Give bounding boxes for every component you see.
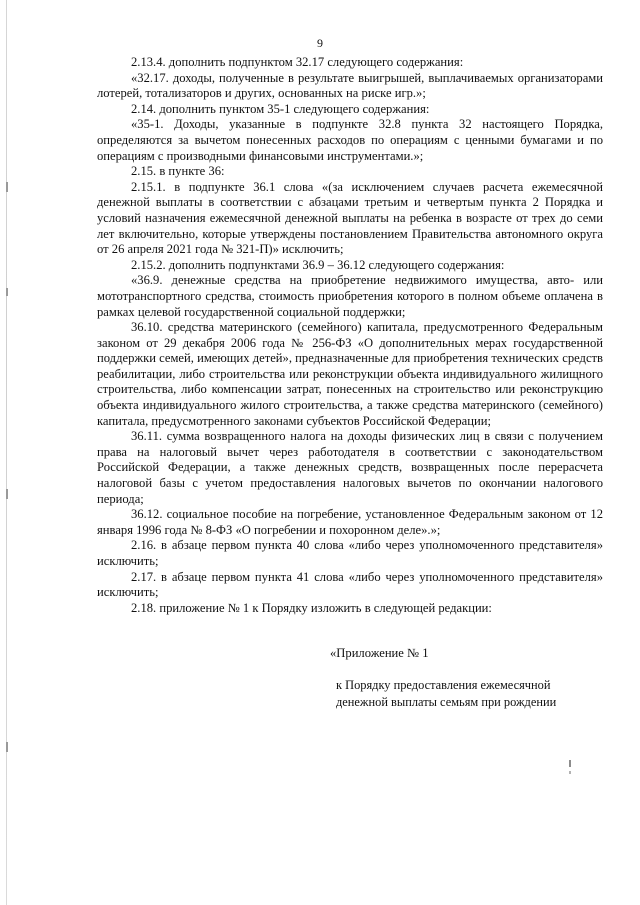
- scan-left-edge: [6, 0, 7, 905]
- paragraph: 2.13.4. дополнить подпунктом 32.17 следующего содержания:: [131, 55, 464, 69]
- paragraph: 36.11. сумма возвращенного налога на доходы физических лиц в связи с получением права на налоговый вычет через работодателя в соответствии с законодательством Российской Федерации, а также денежных средств, возвращенных после перерасчета налоговой базы с учетом предоставления налоговых вычетов по окончании налогового периода;: [97, 429, 603, 506]
- appendix-subtitle: к Порядку предоставления ежемесячной денежной выплаты семьям при рождении: [336, 678, 557, 709]
- appendix-title: «Приложение № 1: [330, 646, 429, 660]
- scan-mark: [569, 760, 571, 767]
- document-body: [97, 55, 603, 616]
- paragraph: «36.9. денежные средства на приобретение недвижимого имущества, авто- или мототранспортного средства, стоимость приобретения которого в полном объеме оплачена в рамках целевой государственной социальной поддержки;: [97, 273, 603, 319]
- paragraph: 36.10. средства материнского (семейного) капитала, предусмотренного Федеральным законом от 29 декабря 2006 года № 256-ФЗ «О дополнительных мерах государственной поддержки семей, имеющих детей», предназначенные для приобретения технических средств реабилитации, либо строительства или реконструкции объекта индивидуального жилищного строительства, либо компенсации затрат, понесенных на строительство или реконструкцию объекта индивидуального жилого строительства, а также средства материнского (семейного) капитала, предусмотренного законами субъектов Российской Федерации;: [97, 320, 603, 428]
- paragraph: 2.14. дополнить пунктом 35-1 следующего содержания:: [131, 101, 430, 116]
- paragraph: «32.17. доходы, полученные в результате выигрышей, выплачиваемых организаторами лотерей, тотализаторов и других, основанных на риске игр.»;: [97, 70, 603, 101]
- scan-mark: [569, 771, 571, 774]
- paragraph: 2.15.1. в подпункте 36.1 слова «(за исключением случаев расчета ежемесячной денежной выплаты в соответствии с абзацами третьим и четвертым пункта 2 Порядка и условий назначения ежемесячной денежной выплаты на ребенка в возрасте от трех до семи лет включительно, которые утверждены постановлением Правительства автономного округа от 26 апреля 2021 года № 321-П)» исключить;: [97, 179, 603, 257]
- paragraph: 36.12. социальное пособие на погребение, установленное Федеральным законом от 12 января 1996 года № 8-ФЗ «О погребении и похоронном деле».»;: [97, 507, 603, 537]
- page-number: 9: [317, 36, 323, 50]
- paragraph: 2.15.2. дополнить подпунктами 36.9 – 36.12 следующего содержания:: [131, 257, 505, 272]
- paragraph: 2.15. в пункте 36:: [131, 164, 225, 179]
- scan-edge-mark: [6, 182, 8, 192]
- paragraph: 2.17. в абзаце первом пункта 41 слова «либо через уполномоченного представителя» исключить;: [97, 569, 603, 600]
- paragraph: «35-1. Доходы, указанные в подпункте 32.8 пункта 32 настоящего Порядка, определяются за вычетом понесенных расходов по операциям с ценными бумагами и по операциям с производными финансовыми инструментами.»;: [97, 117, 603, 163]
- scan-edge-mark: [6, 742, 8, 752]
- scan-edge-mark: [6, 288, 8, 296]
- paragraph: 2.16. в абзаце первом пункта 40 слова «либо через уполномоченного представителя» исключить;: [97, 538, 603, 568]
- scan-edge-mark: [6, 489, 8, 499]
- paragraph: 2.18. приложение № 1 к Порядку изложить в следующей редакции:: [131, 600, 492, 615]
